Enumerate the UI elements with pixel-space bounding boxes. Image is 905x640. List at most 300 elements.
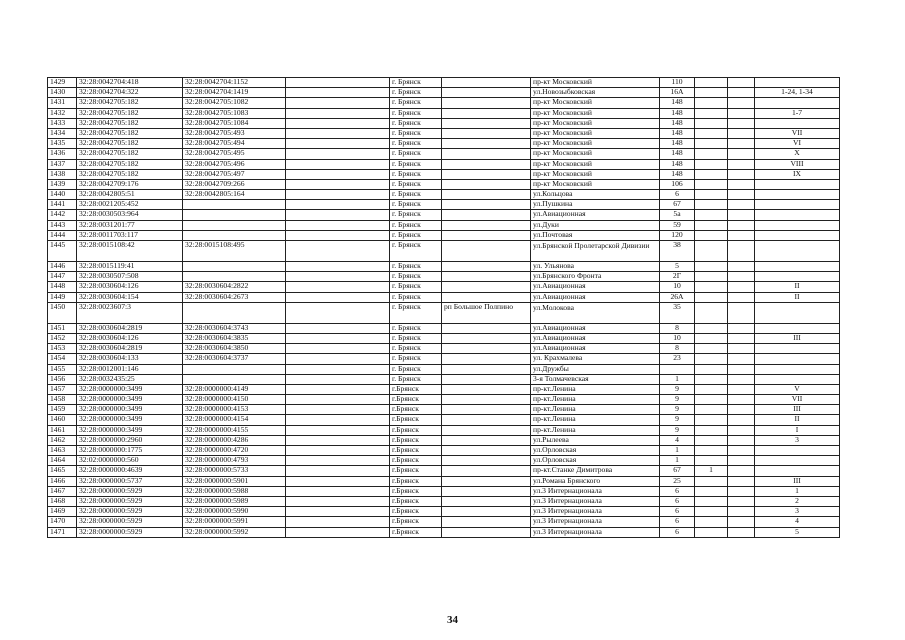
house-number: 120	[660, 230, 695, 240]
house-number: 148	[660, 118, 695, 128]
building-cell	[695, 405, 728, 415]
city-cell: г. Брянск	[390, 108, 442, 118]
cadastral-number: 32:28:0042705:182	[77, 118, 183, 128]
settlement-cell	[442, 169, 531, 179]
cadastral-number: 32:28:0030604:154	[77, 292, 183, 302]
extra-cell	[728, 496, 755, 506]
city-cell: г. Брянск	[390, 128, 442, 138]
premises-cadastral-number: 32:28:0000000:4720	[183, 446, 286, 456]
cadastral-number: 32:28:0030604:2819	[77, 323, 183, 333]
settlement-cell	[442, 139, 531, 149]
street-cell: ул.3 Интернационала	[531, 517, 660, 527]
row-number: 1449	[48, 292, 77, 302]
premises-cadastral-number: 32:28:0042705:494	[183, 139, 286, 149]
premises-cadastral-number: 32:28:0042705:1082	[183, 98, 286, 108]
premises-cadastral-number: 32:28:0000000:4155	[183, 425, 286, 435]
settlement-cell	[442, 128, 531, 138]
building-cell	[695, 496, 728, 506]
building-cell	[695, 190, 728, 200]
street-cell: ул.Пушкина	[531, 200, 660, 210]
premises-cadastral-number: 32:28:0030604:3737	[183, 354, 286, 364]
settlement-cell	[442, 384, 531, 394]
table-row	[48, 262, 840, 272]
settlement-cell	[442, 282, 531, 292]
settlement-cell	[442, 333, 531, 343]
settlement-cell	[442, 486, 531, 496]
house-number: 9	[660, 405, 695, 415]
cadastral-number: 32:28:0021205:452	[77, 200, 183, 210]
premises-number: 3	[755, 507, 840, 517]
premises-number: II	[755, 292, 840, 302]
premises-cadastral-number: 32:28:0042705:495	[183, 149, 286, 159]
settlement-cell	[442, 230, 531, 240]
street-cell: ул.3 Интернационала	[531, 507, 660, 517]
house-number: 9	[660, 384, 695, 394]
row-number: 1471	[48, 527, 77, 537]
premises-cadastral-number: 32:28:0030604:3850	[183, 344, 286, 354]
cadastral-number: 32:28:0042705:182	[77, 169, 183, 179]
building-cell	[695, 517, 728, 527]
empty-cell	[286, 466, 390, 476]
extra-cell	[728, 241, 755, 262]
empty-cell	[286, 78, 390, 88]
premises-cadastral-number: 32:28:0030604:3835	[183, 333, 286, 343]
settlement-cell	[442, 159, 531, 169]
building-cell	[695, 446, 728, 456]
extra-cell	[728, 415, 755, 425]
house-number: 10	[660, 333, 695, 343]
settlement-cell	[442, 262, 531, 272]
building-cell	[695, 374, 728, 384]
cadastral-number: 32:28:0042705:182	[77, 149, 183, 159]
cadastral-number: 32:28:0023607:3	[77, 302, 183, 323]
extra-cell	[728, 179, 755, 189]
house-number: 5	[660, 262, 695, 272]
row-number: 1465	[48, 466, 77, 476]
table-row	[48, 395, 840, 405]
cadastral-number: 32:28:0042705:182	[77, 139, 183, 149]
building-cell	[695, 128, 728, 138]
extra-cell	[728, 159, 755, 169]
house-number: 148	[660, 169, 695, 179]
street-cell: пр-кт Московский	[531, 159, 660, 169]
settlement-cell	[442, 466, 531, 476]
building-cell	[695, 384, 728, 394]
empty-cell	[286, 210, 390, 220]
premises-number: III	[755, 333, 840, 343]
extra-cell	[728, 364, 755, 374]
cadastral-number: 32:28:0000000:5929	[77, 517, 183, 527]
extra-cell	[728, 435, 755, 445]
extra-cell	[728, 118, 755, 128]
extra-cell	[728, 466, 755, 476]
table-row	[48, 78, 840, 88]
city-cell: г. Брянск	[390, 230, 442, 240]
table-row	[48, 108, 840, 118]
empty-cell	[286, 190, 390, 200]
settlement-cell	[442, 98, 531, 108]
row-number: 1437	[48, 159, 77, 169]
city-cell: г. Брянск	[390, 210, 442, 220]
building-cell	[695, 108, 728, 118]
premises-cadastral-number: 32:28:0000000:4149	[183, 384, 286, 394]
table-row	[48, 210, 840, 220]
premises-cadastral-number: 32:28:0042805:164	[183, 190, 286, 200]
table-row	[48, 169, 840, 179]
house-number: 6	[660, 507, 695, 517]
cadastral-number: 32:28:0000000:5929	[77, 527, 183, 537]
empty-cell	[286, 344, 390, 354]
house-number: 6	[660, 486, 695, 496]
building-cell	[695, 476, 728, 486]
settlement-cell	[442, 395, 531, 405]
street-cell: пр-кт.Ленина	[531, 415, 660, 425]
house-number: 148	[660, 98, 695, 108]
house-number: 26А	[660, 292, 695, 302]
house-number: 5а	[660, 210, 695, 220]
table-row	[48, 139, 840, 149]
empty-cell	[286, 323, 390, 333]
row-number: 1440	[48, 190, 77, 200]
building-cell	[695, 230, 728, 240]
street-cell: ул.Авиационная	[531, 344, 660, 354]
house-number: 148	[660, 139, 695, 149]
extra-cell	[728, 395, 755, 405]
settlement-cell	[442, 323, 531, 333]
settlement-cell	[442, 456, 531, 466]
table-row	[48, 149, 840, 159]
premises-number: III	[755, 405, 840, 415]
premises-number	[755, 456, 840, 466]
city-cell: г. Брянск	[390, 118, 442, 128]
cadastral-number: 32:28:0000000:4639	[77, 466, 183, 476]
house-number: 23	[660, 354, 695, 364]
building-cell	[695, 354, 728, 364]
row-number: 1469	[48, 507, 77, 517]
table-row	[48, 456, 840, 466]
extra-cell	[728, 384, 755, 394]
empty-cell	[286, 446, 390, 456]
empty-cell	[286, 179, 390, 189]
cadastral-number: 32:28:0000000:1775	[77, 446, 183, 456]
building-cell	[695, 323, 728, 333]
empty-cell	[286, 200, 390, 210]
extra-cell	[728, 425, 755, 435]
table-row	[48, 374, 840, 384]
building-cell	[695, 78, 728, 88]
premises-number	[755, 118, 840, 128]
premises-cadastral-number: 32:28:0000000:5988	[183, 486, 286, 496]
street-cell: ул.Авиационная	[531, 333, 660, 343]
empty-cell	[286, 384, 390, 394]
row-number: 1436	[48, 149, 77, 159]
empty-cell	[286, 435, 390, 445]
extra-cell	[728, 333, 755, 343]
house-number: 110	[660, 78, 695, 88]
extra-cell	[728, 323, 755, 333]
extra-cell	[728, 78, 755, 88]
house-number: 8	[660, 323, 695, 333]
building-cell	[695, 139, 728, 149]
city-cell: г. Брянск	[390, 179, 442, 189]
house-number: 6	[660, 527, 695, 537]
table-row	[48, 466, 840, 476]
house-number: 6	[660, 517, 695, 527]
table-row	[48, 435, 840, 445]
cadastral-number: 32:28:0042709:176	[77, 179, 183, 189]
premises-cadastral-number	[183, 230, 286, 240]
row-number: 1443	[48, 220, 77, 230]
extra-cell	[728, 354, 755, 364]
city-cell: г.Брянск	[390, 425, 442, 435]
building-cell	[695, 88, 728, 98]
settlement-cell	[442, 415, 531, 425]
row-number: 1450	[48, 302, 77, 323]
street-cell: ул.3 Интернационала	[531, 486, 660, 496]
premises-number: 2	[755, 496, 840, 506]
premises-number: VI	[755, 139, 840, 149]
street-cell: пр-кт Московский	[531, 98, 660, 108]
extra-cell	[728, 282, 755, 292]
premises-number	[755, 179, 840, 189]
city-cell: г.Брянск	[390, 384, 442, 394]
settlement-cell	[442, 496, 531, 506]
building-cell	[695, 292, 728, 302]
table-row	[48, 476, 840, 486]
building-cell	[695, 262, 728, 272]
table-row	[48, 446, 840, 456]
building-cell	[695, 272, 728, 282]
house-number: 8	[660, 344, 695, 354]
empty-cell	[286, 517, 390, 527]
extra-cell	[728, 486, 755, 496]
settlement-cell	[442, 108, 531, 118]
premises-cadastral-number: 32:28:0042704:1419	[183, 88, 286, 98]
premises-number: II	[755, 415, 840, 425]
empty-cell	[286, 220, 390, 230]
premises-cadastral-number: 32:28:0000000:4154	[183, 415, 286, 425]
extra-cell	[728, 446, 755, 456]
cadastral-number: 32:28:0042704:418	[77, 78, 183, 88]
city-cell: г.Брянск	[390, 435, 442, 445]
premises-number	[755, 230, 840, 240]
premises-cadastral-number: 32:28:0000000:5989	[183, 496, 286, 506]
row-number: 1439	[48, 179, 77, 189]
cadastral-number: 32:28:0030604:126	[77, 333, 183, 343]
document-sheet	[47, 77, 840, 538]
city-cell: г. Брянск	[390, 78, 442, 88]
premises-number: 4	[755, 517, 840, 527]
cadastral-number: 32:28:0000000:3499	[77, 405, 183, 415]
cadastral-number: 32:28:0042705:182	[77, 98, 183, 108]
street-cell: пр-кт Московский	[531, 139, 660, 149]
building-cell	[695, 241, 728, 262]
premises-cadastral-number: 32:28:0042709:266	[183, 179, 286, 189]
extra-cell	[728, 210, 755, 220]
table-row	[48, 323, 840, 333]
empty-cell	[286, 507, 390, 517]
row-number: 1466	[48, 476, 77, 486]
building-cell	[695, 415, 728, 425]
house-number: 67	[660, 200, 695, 210]
street-cell: ул.3 Интернационала	[531, 496, 660, 506]
settlement-cell	[442, 405, 531, 415]
settlement-cell	[442, 241, 531, 262]
street-cell: ул.Романа Брянского	[531, 476, 660, 486]
empty-cell	[286, 302, 390, 323]
street-cell: пр-кт Московский	[531, 128, 660, 138]
row-number: 1441	[48, 200, 77, 210]
street-cell: ул.Рылеева	[531, 435, 660, 445]
extra-cell	[728, 108, 755, 118]
building-cell	[695, 507, 728, 517]
street-cell: ул.3 Интернационала	[531, 527, 660, 537]
extra-cell	[728, 405, 755, 415]
settlement-cell	[442, 507, 531, 517]
row-number: 1448	[48, 282, 77, 292]
empty-cell	[286, 262, 390, 272]
cadastral-number: 32:28:0030604:133	[77, 354, 183, 364]
building-cell	[695, 364, 728, 374]
premises-number	[755, 98, 840, 108]
settlement-cell	[442, 344, 531, 354]
premises-cadastral-number	[183, 272, 286, 282]
cadastral-number: 32:28:0030503:964	[77, 210, 183, 220]
settlement-cell	[442, 272, 531, 282]
city-cell: г.Брянск	[390, 466, 442, 476]
registry-body	[48, 78, 840, 538]
premises-cadastral-number: 32:28:0030604:3743	[183, 323, 286, 333]
premises-number	[755, 323, 840, 333]
empty-cell	[286, 282, 390, 292]
building-cell	[695, 425, 728, 435]
house-number: 1	[660, 446, 695, 456]
premises-cadastral-number: 32:28:0000000:5991	[183, 517, 286, 527]
street-cell: ул.Орловская	[531, 446, 660, 456]
premises-number	[755, 220, 840, 230]
table-row	[48, 333, 840, 343]
extra-cell	[728, 220, 755, 230]
street-cell: пр-кт Московский	[531, 108, 660, 118]
extra-cell	[728, 527, 755, 537]
street-cell: пр-кт.Ленина	[531, 405, 660, 415]
street-cell: ул.Молокова	[531, 302, 660, 323]
premises-number	[755, 302, 840, 323]
house-number	[660, 364, 695, 374]
street-cell: пр-кт Московский	[531, 179, 660, 189]
extra-cell	[728, 344, 755, 354]
empty-cell	[286, 405, 390, 415]
premises-number: 1-24, 1-34	[755, 88, 840, 98]
row-number: 1433	[48, 118, 77, 128]
cadastral-number: 32:28:0000000:3499	[77, 415, 183, 425]
street-cell: ул.Брянской Пролетарской Дивизии	[531, 241, 660, 262]
empty-cell	[286, 118, 390, 128]
city-cell: г. Брянск	[390, 333, 442, 343]
city-cell: г. Брянск	[390, 159, 442, 169]
empty-cell	[286, 159, 390, 169]
row-number: 1445	[48, 241, 77, 262]
cadastral-number: 32:28:0042704:322	[77, 88, 183, 98]
city-cell: г. Брянск	[390, 344, 442, 354]
extra-cell	[728, 456, 755, 466]
premises-cadastral-number	[183, 364, 286, 374]
table-row	[48, 517, 840, 527]
premises-number: I	[755, 425, 840, 435]
cadastral-number: 32:28:0011703:117	[77, 230, 183, 240]
cadastral-number: 32:28:0000000:5929	[77, 496, 183, 506]
building-cell	[695, 344, 728, 354]
premises-cadastral-number: 32:28:0000000:5733	[183, 466, 286, 476]
premises-cadastral-number: 32:28:0000000:5901	[183, 476, 286, 486]
house-number: 9	[660, 425, 695, 435]
building-cell	[695, 200, 728, 210]
empty-cell	[286, 230, 390, 240]
building-cell	[695, 220, 728, 230]
row-number: 1468	[48, 496, 77, 506]
cadastral-number: 32:28:0030604:126	[77, 282, 183, 292]
city-cell: г.Брянск	[390, 415, 442, 425]
city-cell: г. Брянск	[390, 200, 442, 210]
extra-cell	[728, 149, 755, 159]
settlement-cell	[442, 476, 531, 486]
row-number: 1457	[48, 384, 77, 394]
city-cell: г. Брянск	[390, 323, 442, 333]
cadastral-number: 32:28:0000000:3499	[77, 425, 183, 435]
premises-number: VII	[755, 128, 840, 138]
building-cell	[695, 210, 728, 220]
premises-cadastral-number: 32:28:0042704:1152	[183, 78, 286, 88]
street-cell: ул.Авиационная	[531, 210, 660, 220]
street-cell: пр-кт.Станке Димитрова	[531, 466, 660, 476]
premises-number: V	[755, 384, 840, 394]
building-cell	[695, 333, 728, 343]
settlement-cell	[442, 118, 531, 128]
row-number: 1456	[48, 374, 77, 384]
premises-cadastral-number: 32:28:0042705:493	[183, 128, 286, 138]
street-cell: ул. Ульянова	[531, 262, 660, 272]
building-cell: 1	[695, 466, 728, 476]
table-row	[48, 200, 840, 210]
settlement-cell	[442, 190, 531, 200]
house-number: 6	[660, 496, 695, 506]
table-row	[48, 354, 840, 364]
street-cell: пр-кт Московский	[531, 118, 660, 128]
premises-number	[755, 354, 840, 364]
cadastral-number: 32:28:0000000:3499	[77, 384, 183, 394]
extra-cell	[728, 139, 755, 149]
city-cell: г. Брянск	[390, 292, 442, 302]
table-row	[48, 159, 840, 169]
premises-number: III	[755, 476, 840, 486]
city-cell: г. Брянск	[390, 364, 442, 374]
house-number: 38	[660, 241, 695, 262]
empty-cell	[286, 354, 390, 364]
city-cell: г.Брянск	[390, 476, 442, 486]
premises-number: 3	[755, 435, 840, 445]
premises-number: 1	[755, 486, 840, 496]
extra-cell	[728, 190, 755, 200]
premises-cadastral-number: 32:28:0000000:4153	[183, 405, 286, 415]
house-number: 148	[660, 159, 695, 169]
settlement-cell	[442, 446, 531, 456]
cadastral-number: 32:28:0042705:182	[77, 108, 183, 118]
empty-cell	[286, 169, 390, 179]
premises-number: VII	[755, 395, 840, 405]
cadastral-number: 32:28:0000000:2960	[77, 435, 183, 445]
empty-cell	[286, 476, 390, 486]
settlement-cell	[442, 88, 531, 98]
